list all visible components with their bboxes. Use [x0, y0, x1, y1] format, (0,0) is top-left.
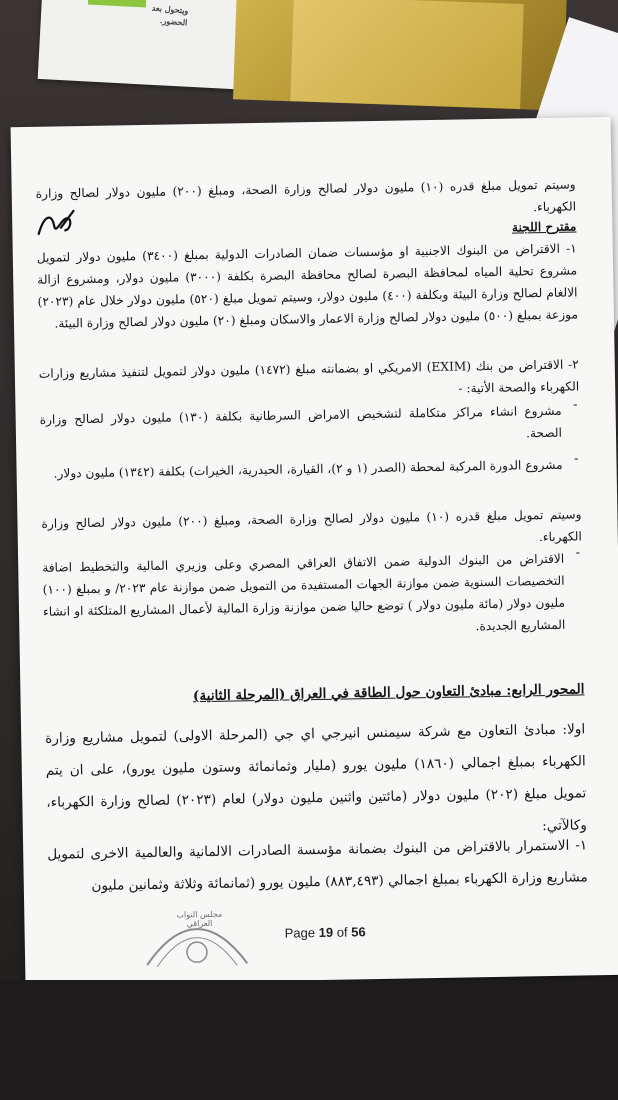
background-paper-text: ويتحول بعد الحضور. [151, 2, 189, 28]
bullet-item-1: مشروع انشاء مراكز متكاملة لتشخيص الامراض السرطانية بكلفة (١٣٠) مليون دولار لصالح وزارة الصحة. [39, 403, 563, 441]
bullet-item-3: الاقتراض من البنوك الدولية ضمن الاتفاق العراقي المصري وعلى وزيري المالية والتخطيط اضافة التخصيصات السنوية ضمن موازنة الجهات المستفيدة من التمويل ضمن موازنة عام ٢٠٢٣/ و بمبلغ (١٠٠) مليون دولار (مائة مليون دولار ) توضع حاليا ضمن موازنة وزارة المالية لأعمال المشاريع المتلكئة او انشاء المشاريع الجديدة. [42, 551, 566, 634]
document-page [11, 117, 618, 985]
funding-paragraph-2: وسيتم تمويل مبلغ قدره (١٠) مليون دولار لصالح وزارة الصحة، ومبلغ (٢٠٠) مليون دولار لصالح وزارة الكهرباء. [41, 507, 582, 545]
gold-folder-inner [290, 0, 524, 109]
bullet-item-2: مشروع الدورة المركبة لمحطة (الصدر (١ و ٢)، القيارة، الحيدرية، الخيرات) بكلفة (١٣٤٢) مليون دولار. [53, 457, 563, 481]
dark-carpet [0, 980, 618, 1100]
bullet-marker: - [575, 545, 581, 561]
bullet-marker: - [572, 397, 578, 413]
bullet-marker: - [573, 451, 579, 467]
first-item-1: ١- الاستمرار بالاقتراض من البنوك بضمانة مؤسسة الصادرات الالمانية والعالمية الاخرى لتمويل مشاريع وزارة الكهرباء بمبلغ اجمالي (٨٨٣,٤٩٣) مليون يورو (ثمانمائة وثلاثة وثمانين مليون [47, 837, 588, 895]
page-footer: Page 19 of 56 [284, 924, 366, 941]
axis-four-heading: المحور الرابع: مبادئ التعاون حول الطاقة في العراق (المرحلة الثانية) [192, 681, 585, 705]
signature [34, 204, 79, 245]
seal-text: مجلس النواب العراقي [176, 909, 223, 929]
committee-item-2: ٢- الاقتراض من بنك (EXIM) الامريكي او بضمانته مبلغ (١٤٧٢) مليون دولار لتمويل لتنفيذ مشاريع وزارات الكهرباء والصحة الأتية: - [38, 357, 580, 396]
committee-item-1: ١- الاقتراض من البنوك الاجنبية او مؤسسات ضمان الصادرات الدولية بمبلغ (٣٤٠٠) مليون دولار لتمويل مشروع تحلية المياه لمحافظة البصرة لصالح محافظة البصرة بكلفة (٣٠٠٠) مليون دولار، ومشروع ازالة الالغام لصالح وزارة البيئة وبكلفة (٤٠٠) مليون دولار، وسيتم تمويل مبلغ (٥٢٠) مليون دولار خلال عام (٢٠٢٣) موزعة بمبلغ (٥٠٠) مليون دولار لصالح وزارة الاعمار والاسكان ومبلغ (٢٠) مليون دولار لصالح وزارة البيئة. [36, 241, 579, 331]
committee-heading: مقترح اللجنة [511, 219, 577, 235]
funding-paragraph-1: وسيتم تمويل مبلغ قدره (١٠) مليون دولار لصالح وزارة الصحة، ومبلغ (٢٠٠) مليون دولار لصالح وزارة الكهرباء. [35, 177, 577, 215]
first-principles-paragraph: اولا: مبادئ التعاون مع شركة سيمنس انيرجي اي جي (المرحلة الاولى) لتمويل مشاريع وزارة الكهرباء بمبلغ اجمالي (١٨٦٠) مليون يورو (مليار وثمانمائة وستون مليون يورو)، على ان يتم تمويل مبلغ (٢٠٢) مليون دولار (مائتين واثنين مليون دولار) لعام (٢٠٢٣) لصالح وزارة الكهرباء، وكالآتي: [45, 721, 587, 835]
